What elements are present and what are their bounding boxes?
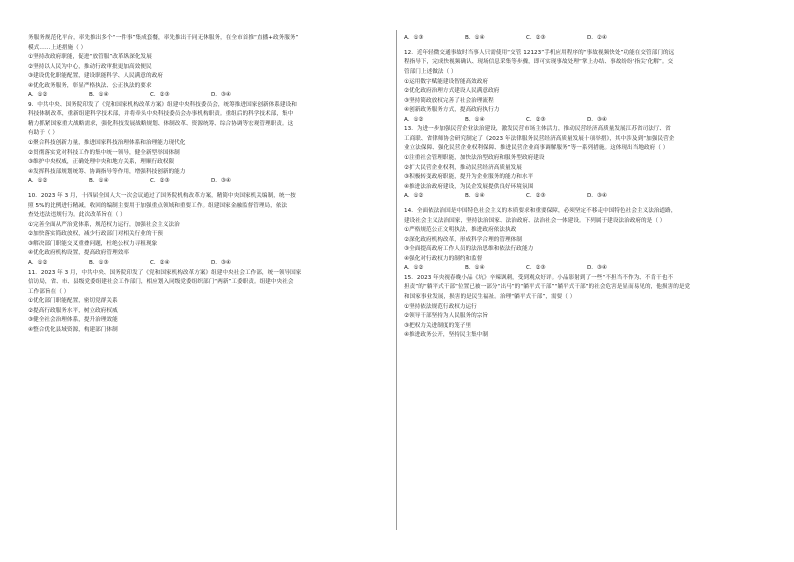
q13-statement: ③积极转变政府职能，提升为企业服务的能力和水平 xyxy=(404,174,534,181)
q12-choice-c: C．②③ xyxy=(526,116,546,123)
q13-choice-b: B．①④ xyxy=(465,193,485,200)
q12-statement: ②优化政府治理方式建设人民满意政府 xyxy=(404,88,500,95)
q12-statement: ③坚持简政放权完善了社会治理流程 xyxy=(404,97,494,104)
q14-choice-c: C．②③ xyxy=(526,265,546,272)
q13-statement: ④推进法治政府建设，为民企发展提供良好环境氛围 xyxy=(404,183,534,190)
q8-statement: ④优化政务服务，彰显严格执法、公正执法的要求 xyxy=(28,82,152,89)
q14-choices xyxy=(404,264,764,274)
q13-stem-line: 13．为进一步加强民营企业法治建设，激发民营市场主体活力，推动民营经济高质量发展江苏省司法厅、省 xyxy=(404,126,671,133)
q11-choice-b: B．①④ xyxy=(465,35,485,41)
q10-choice-b: B．①③ xyxy=(89,259,109,266)
q15-statement: ②领导干部坚持为人民服务的宗旨 xyxy=(404,313,489,320)
q15-stem-line: 和国家事业发展，损害的是民生福祉。治理“躺平式干部”，需要（ ） xyxy=(404,294,576,300)
left-column xyxy=(28,34,388,335)
q15-statement: ①坚持依法规范行政权力运行 xyxy=(404,303,477,310)
q9-statement: ②贯彻落实党对科技工作的集中统一领导，健全新型举国体制 xyxy=(28,149,180,156)
q14-stem-line: 14．全面依法治国是中国特色社会主义的本质要求和重要保障，必须坚定不移走中国特色社会主义法治道路， xyxy=(404,208,677,215)
q9-choice-a: A．①② xyxy=(28,178,48,185)
q10-choices xyxy=(28,259,388,269)
q13-choices xyxy=(404,192,764,202)
q11-statement: ④整合优化县域资源，构建部门体制 xyxy=(28,326,118,333)
q12-choices xyxy=(404,116,764,126)
q14-statement: ①严格规范公正文明执法，推进政府依法执政 xyxy=(404,227,517,234)
q12-statement: ①运用数字赋能建设智能高效政府 xyxy=(404,78,489,85)
q10-choice-a: A．①② xyxy=(28,259,48,266)
q12-statement: ④创新政务服务方式，提高政府执行力 xyxy=(404,107,500,114)
q9-stem-line: 有助于（ ） xyxy=(28,130,59,137)
q12-choice-a: A．①② xyxy=(404,116,424,123)
q14-choice-b: B．①④ xyxy=(465,265,485,272)
q11-statement: ①优化部门职能配置，密切党群关系 xyxy=(28,298,118,305)
q10-choice-d: D．③④ xyxy=(211,259,231,266)
q11-choices xyxy=(404,34,764,44)
q14-statement: ④强化对行政权力的制约和监督 xyxy=(404,255,483,262)
q9-statement: ④发挥科技部规划统筹、协调指导等作用，增强科技创新的能力 xyxy=(28,168,186,175)
q8-stem-line: 模式……上述措施（ ） xyxy=(28,44,87,51)
q14-statement: ②深化政府机构改革，形成科学合理的管理体制 xyxy=(404,236,522,243)
q12-choice-d: D．③④ xyxy=(587,116,607,123)
q8-choice-c: C．②③ xyxy=(150,92,170,99)
q10-statement: ②加快落实简政放权，减少行政部门对相关行业的干预 xyxy=(28,231,163,238)
q12-stem-line: 12．近年轻微交通事故时当事人只需使用“交管 12123”手机应用程序的“事故视频快处”功能在交管部门的远 xyxy=(404,49,675,56)
q10-stem-line: 查处违法违规行为。此次改革旨在（ ） xyxy=(28,212,126,219)
q9-choice-b: B．①④ xyxy=(89,178,109,185)
q8-statement: ③建设优化职能配置，建设职能科学、人民满意的政府 xyxy=(28,73,163,80)
q9-choice-d: D．③④ xyxy=(211,178,231,185)
q11-stem-line: 工作部旨在（ ） xyxy=(28,288,70,295)
q11-choice-c: C．②③ xyxy=(526,35,546,41)
q10-choice-c: C．②④ xyxy=(150,259,170,266)
q11-choice-a: A．①③ xyxy=(404,35,424,41)
column-divider xyxy=(396,30,397,530)
q11-stem-line: 信访局，省、市、县级党委组建社会工作部门，相应划入同级党委组织部门“两新”工委职责。组建中央社会 xyxy=(28,279,294,286)
q8-statement: ①坚持改政府职能，促进“放管服”改革纵深化发展 xyxy=(28,54,152,61)
q8-choice-b: B．①④ xyxy=(89,92,109,99)
q13-choice-c: C．②③ xyxy=(526,193,546,200)
q14-choice-a: A．①② xyxy=(404,265,424,272)
q10-stem-line: 照 5%的比例进行精减，收回的编制主要用于加强重点领域和重要工作。组建国家金融监督管理局，依法 xyxy=(28,202,288,209)
q12-choice-b: B．①④ xyxy=(465,116,485,123)
q9-choices xyxy=(28,177,388,187)
q11-statement: ③健全社会治理体系，提升治理效能 xyxy=(28,317,118,324)
q11-choice-d: D．②④ xyxy=(587,35,607,41)
q14-stem-line: 建设社会主义法治国家，坚持法治国家、法治政府、法治社会一体建设。下列属于建设法治政府的是（ ） xyxy=(404,217,666,224)
q12-stem-line: 程指导下，完成快视频确认、现场信息采集等步骤，即可实现事故处理“掌上办结、事故纷纷‘指尖’化解”。交 xyxy=(404,59,674,66)
q8-statement: ②坚持以人民为中心，推动行政审批更加高效便民 xyxy=(28,63,152,70)
q10-statement: ①完善全面从严治党体系，规范权力运行，加强社会主义法治 xyxy=(28,221,180,228)
q15-statement: ③把权力关进制度的笼子里 xyxy=(404,322,472,329)
q13-choice-a: A．①② xyxy=(404,193,424,200)
q8-choice-d: D．③④ xyxy=(211,92,231,99)
q15-stem-line: 担责”的“躺平式干部”位置已被一部分“出马”的“躺平式干部”“躺平式干部”的社会危害是显而易见的，他损害的是党 xyxy=(404,284,691,291)
q10-statement: ④优化政府机构设置，提高政府管理效率 xyxy=(28,250,130,257)
q12-stem-line: 管部门上述做法（ ） xyxy=(404,69,457,76)
q9-statement: ③维护中央权威，正确处理中央和地方关系，理顺行政权限 xyxy=(28,159,175,166)
q9-stem-line: 科技体制改革，重新组建科学技术部，并将牵头中央科技委员会办事机构职责。重组后的科学技术部，集中 xyxy=(28,111,294,118)
q11-stem-line: 11．2023 年 3 月，中共中央、国务院印发了《党和国家机构改革方案》组建中央社会工作部，统一领导国家 xyxy=(28,269,302,276)
q10-stem-line: 10．2023 年 3 月，十四届全国人大一次会议通过了国务院机构改革方案，精简中央国家机关编制，统一按 xyxy=(28,193,296,200)
q13-statement: ①注重社会管理职能，加快法治型政府和服务型政府建设 xyxy=(404,154,545,161)
q13-choice-d: D．③④ xyxy=(587,193,607,200)
q15-stem-line: 15．2023 年央视春晚小品《坑》辛辣讽刺，受到观众好评。小品影射到了一些“不担当不作为、不肯干也不 xyxy=(404,274,674,281)
q9-stem-line: 9．中共中央、国务院印发了《党和国家机构改革方案》组建中央科技委员会，统筹推进国家创新体系建设和 xyxy=(28,101,297,108)
q8-stem-line: 务服务规范化平台，率先推出多个“一件事”集成套餐，率先推出千同无休服务，在全市首推“直播+政务服务” xyxy=(28,35,299,41)
q10-statement: ③解决部门职能交叉重叠问题，杜绝公权力寻租现象 xyxy=(28,240,158,247)
q13-statement: ②扩大民营企业权利，推动民营经济高质量发展 xyxy=(404,164,522,171)
q9-statement: ①聚合科技创新力量，推进国家科技治理体系和治理能力现代化 xyxy=(28,140,186,147)
q14-choice-d: D．③④ xyxy=(587,265,607,272)
q13-stem-line: 工商联、省律师协会研究制定了《2023 年法律服务民营经济高质量发展十项举措》，其中涉及到“加强民营企 xyxy=(404,135,675,142)
q8-choice-a: A．①② xyxy=(28,92,48,99)
q9-choice-c: C．②③ xyxy=(150,178,170,185)
q14-statement: ③全面提高政府工作人员的法治思维和依法行政能力 xyxy=(404,246,534,253)
q9-stem-line: 精力抓紧国家重大战略需求，强化科技发展战略规划、体制改革、资源统筹、综合协调等宏观管理职责。这 xyxy=(28,120,294,127)
q15-statement: ④推进政务公开，坚持民主集中制 xyxy=(404,332,489,339)
q11-statement: ②提高行政服务水平，树立政府权威 xyxy=(28,307,118,314)
right-column xyxy=(404,34,764,341)
q8-choices xyxy=(28,91,388,101)
q13-stem-line: 业立法保障、强化民营企业权利保障、推进民营企业商事调解服务”等一系列措施。这体现出当地政府（ ） xyxy=(404,145,669,152)
